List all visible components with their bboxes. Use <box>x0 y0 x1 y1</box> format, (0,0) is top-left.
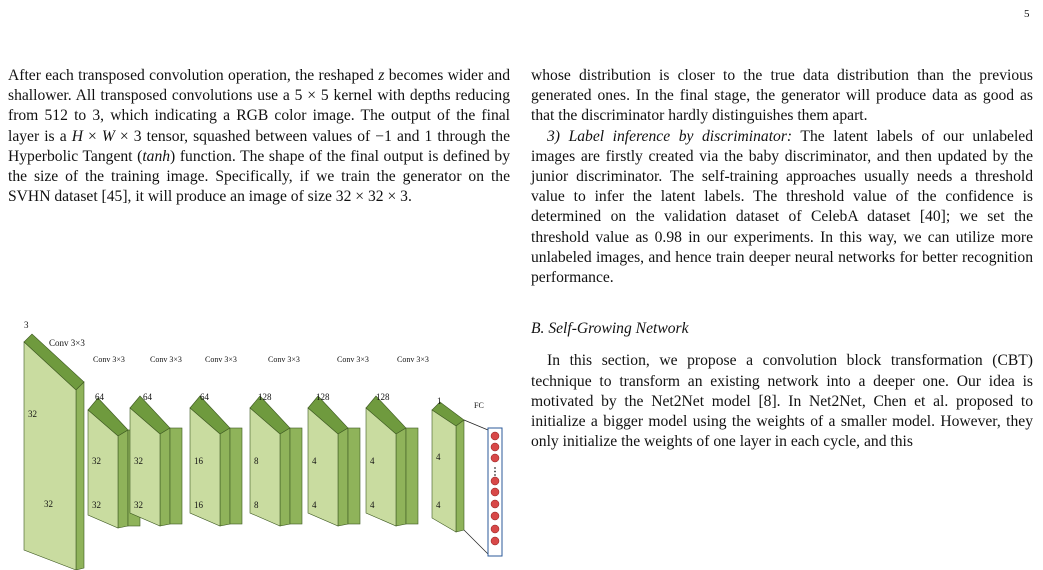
right-paragraph-2 <box>531 127 1033 289</box>
fc-neuron <box>491 432 499 440</box>
block-conv-label: Conv 3×3 <box>268 355 300 364</box>
fc-connector-top <box>464 420 488 430</box>
fc-neuron <box>491 500 499 508</box>
block-side <box>396 428 406 526</box>
final-layer-side <box>456 420 464 532</box>
fc-neuron <box>491 488 499 496</box>
network-diagram <box>10 318 510 570</box>
fc-ellipsis-dot <box>494 474 496 476</box>
fc-neuron <box>491 525 499 533</box>
right-paragraph-3: In this section, we propose a convolution block transformation (CBT) technique to transform an existing network into a deeper one. Our idea is motivated by the Net2Net model [8]. In Net2Net, Chen et al. proposed to initialize a bigger model using the weights of a smaller model. However, they only initialize the weights of one layer in each cycle, and this <box>531 352 1033 451</box>
block-depth-label: 64 <box>95 392 104 402</box>
block-side <box>338 428 348 526</box>
fc-ellipsis-dot <box>494 467 496 469</box>
text-segment: After each transposed convolution operation, the reshaped <box>8 67 379 84</box>
label-inference-text: The latent labels of our unlabeled images are firstly created via the baby discriminator, and then updated by the junior discriminator. The self-training approaches usually needs a threshold value to infer the latent labels. The threshold value of the confidence is determined on the validation dataset of CelebA dataset [40]; we set the threshold value as 0.98 in our experiments. In this way, we can utilize more unlabeled images, and hence train deeper neural networks for better recognition performance. <box>531 127 1033 287</box>
block-conv-label: Conv 3×3 <box>93 355 125 364</box>
fc-label: FC <box>474 401 484 410</box>
right-column <box>531 66 1033 452</box>
fc-neuron <box>491 477 499 485</box>
block-height-label: 32 <box>134 456 143 466</box>
final-layer-face <box>432 410 456 532</box>
block-depth-panel <box>406 428 418 524</box>
block-side <box>160 428 170 526</box>
network-figure <box>10 318 510 570</box>
final-depth-label: 1 <box>437 396 442 406</box>
final-height-label: 4 <box>436 452 441 462</box>
block-depth-label: 128 <box>258 392 272 402</box>
left-column <box>8 66 510 207</box>
block-height-label: 16 <box>194 456 203 466</box>
block-side <box>220 428 230 526</box>
fc-ellipsis-dot <box>494 471 496 473</box>
block-depth-panel <box>290 428 302 524</box>
block-width-label: 4 <box>370 500 375 510</box>
block-height-label: 32 <box>92 456 101 466</box>
input-conv-label: Conv 3×3 <box>49 338 85 348</box>
fc-neuron <box>491 454 499 462</box>
block-side <box>118 430 128 528</box>
fc-neuron <box>491 512 499 520</box>
right-paragraph-1: whose distribution is closer to the true data distribution than the previous generated ones. In the final stage, the generator will produce data as good as that the discriminator hardly distinguishes them apart. <box>531 67 1033 125</box>
block-height-label: 4 <box>370 456 375 466</box>
label-inference-heading: 3) Label inference by discriminator: <box>547 127 793 145</box>
math-symbol: W <box>101 127 115 145</box>
input-layer-side <box>76 382 84 570</box>
block-width-label: 8 <box>254 500 259 510</box>
block-depth-panel <box>348 428 360 524</box>
fc-connector-bottom <box>464 530 488 554</box>
fc-neuron <box>491 443 499 451</box>
block-depth-label: 64 <box>200 392 209 402</box>
block-width-label: 16 <box>194 500 203 510</box>
block-height-label: 4 <box>312 456 317 466</box>
section-heading: B. Self-Growing Network <box>531 320 689 338</box>
block-width-label: 32 <box>134 500 143 510</box>
block-depth-label: 64 <box>143 392 152 402</box>
block-conv-label: Conv 3×3 <box>205 355 237 364</box>
text-segment: ) function. The shape of the final output is defined by the size of the training image. Specifically, if we train the generator on the SVHN dataset [45], it will produce an image of size 32 × 32 × 3. <box>8 147 511 206</box>
block-depth-label: 128 <box>316 392 330 402</box>
math-symbol: H <box>71 127 83 145</box>
block-side <box>280 428 290 526</box>
left-paragraph <box>8 66 510 207</box>
block-conv-label: Conv 3×3 <box>397 355 429 364</box>
block-conv-label: Conv 3×3 <box>150 355 182 364</box>
input-depth-label: 3 <box>24 320 29 330</box>
text-segment: × <box>82 127 102 145</box>
block-height-label: 8 <box>254 456 259 466</box>
input-width-label: 32 <box>44 499 53 509</box>
fc-neuron <box>491 537 499 545</box>
block-depth-panel <box>230 428 242 524</box>
page-number: 5 <box>1024 8 1030 20</box>
block-width-label: 32 <box>92 500 101 510</box>
math-symbol: tanh <box>142 147 171 165</box>
text-segment: becomes wider and shallower. All transposed convolutions use a 5 × 5 kernel with depths reducing from 512 to 3, which indicating a RGB color image. The output of the final layer is a <box>8 67 510 145</box>
block-width-label: 4 <box>312 500 317 510</box>
text-segment: × 3 tensor, squashed between values of −1 and 1 through the Hyperbolic Tangent ( <box>8 127 511 165</box>
block-depth-label: 128 <box>376 392 390 402</box>
block-conv-label: Conv 3×3 <box>337 355 369 364</box>
input-height-label: 32 <box>28 409 37 419</box>
final-width-label: 4 <box>436 500 441 510</box>
block-depth-panel <box>170 428 182 524</box>
math-symbol: z <box>378 67 385 84</box>
